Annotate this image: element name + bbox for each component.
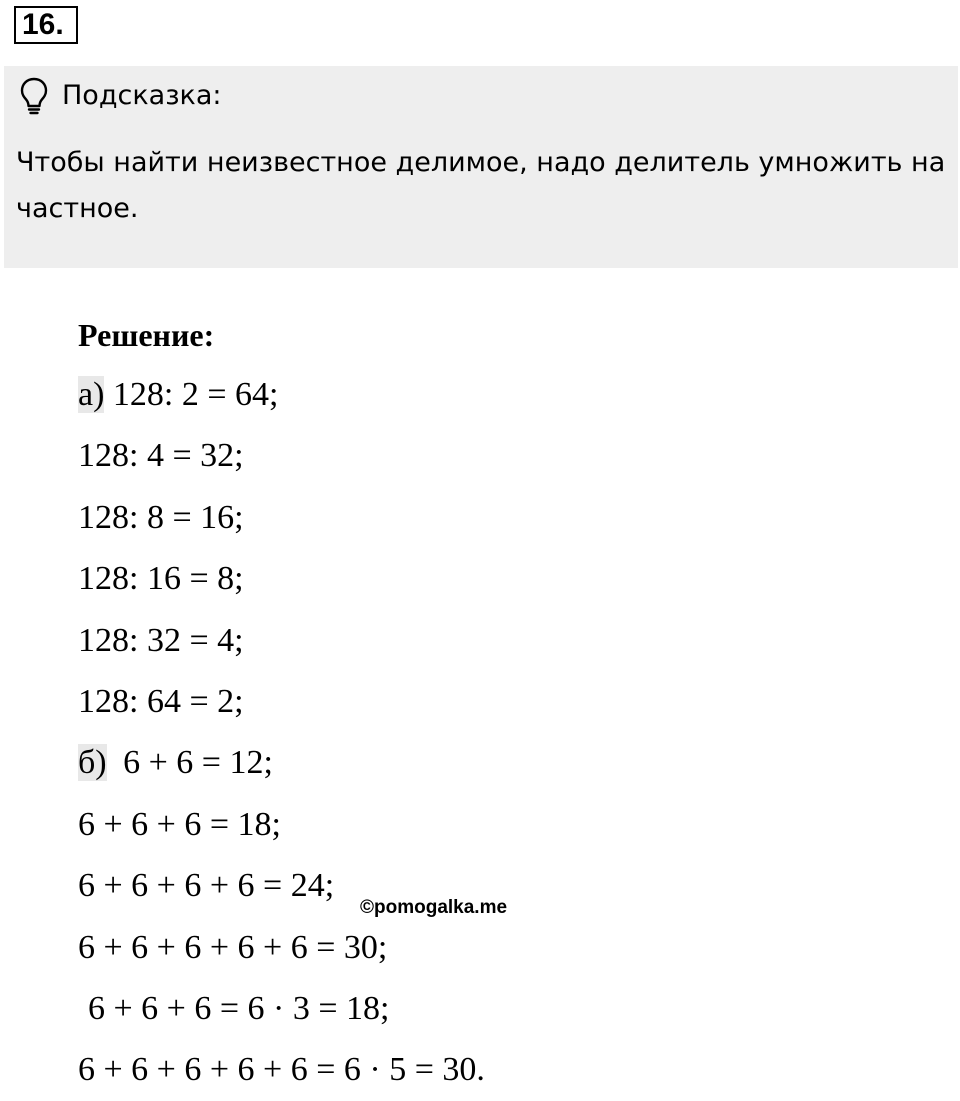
hint-text: Чтобы найти неизвестное делимое, надо делитель умножить на частное. [16, 147, 946, 224]
solution-line-b5: 6 + 6 + 6 = 6 · 3 = 18; [88, 989, 390, 1027]
solution-line-b1 [78, 732, 485, 793]
solution-line-a1 [78, 364, 485, 425]
solution-line-a2: 128: 4 = 32; [78, 437, 244, 475]
solution-line-a5: 128: 32 = 4; [78, 621, 244, 659]
equation: 128: 2 = 64; [112, 376, 279, 413]
solution-line-b3: 6 + 6 + 6 + 6 = 24; [78, 867, 335, 905]
hint-title: Подсказка: [62, 80, 222, 111]
hint-box [4, 66, 958, 268]
solution-title: Решение: [78, 317, 215, 353]
solution-line-a3: 128: 8 = 16; [78, 498, 244, 536]
lightbulb-icon [18, 76, 50, 116]
solution-line-b4: 6 + 6 + 6 + 6 + 6 = 30; [78, 928, 388, 966]
solution-line-b6: 6 + 6 + 6 + 6 + 6 = 6 · 5 = 30. [78, 1051, 485, 1089]
solution-line-b2: 6 + 6 + 6 = 18; [78, 805, 281, 843]
solution [78, 306, 485, 1101]
solution-line-a4: 128: 16 = 8; [78, 560, 244, 598]
hint-header [18, 76, 222, 116]
part-b-marker: б) [78, 744, 107, 782]
watermark: ©pomogalka.me [360, 897, 508, 918]
equation: 6 + 6 = 12; [123, 744, 273, 782]
task-number: 16. [14, 6, 78, 44]
solution-line-a6: 128: 64 = 2; [78, 682, 244, 720]
part-a-marker: а) [78, 376, 105, 413]
